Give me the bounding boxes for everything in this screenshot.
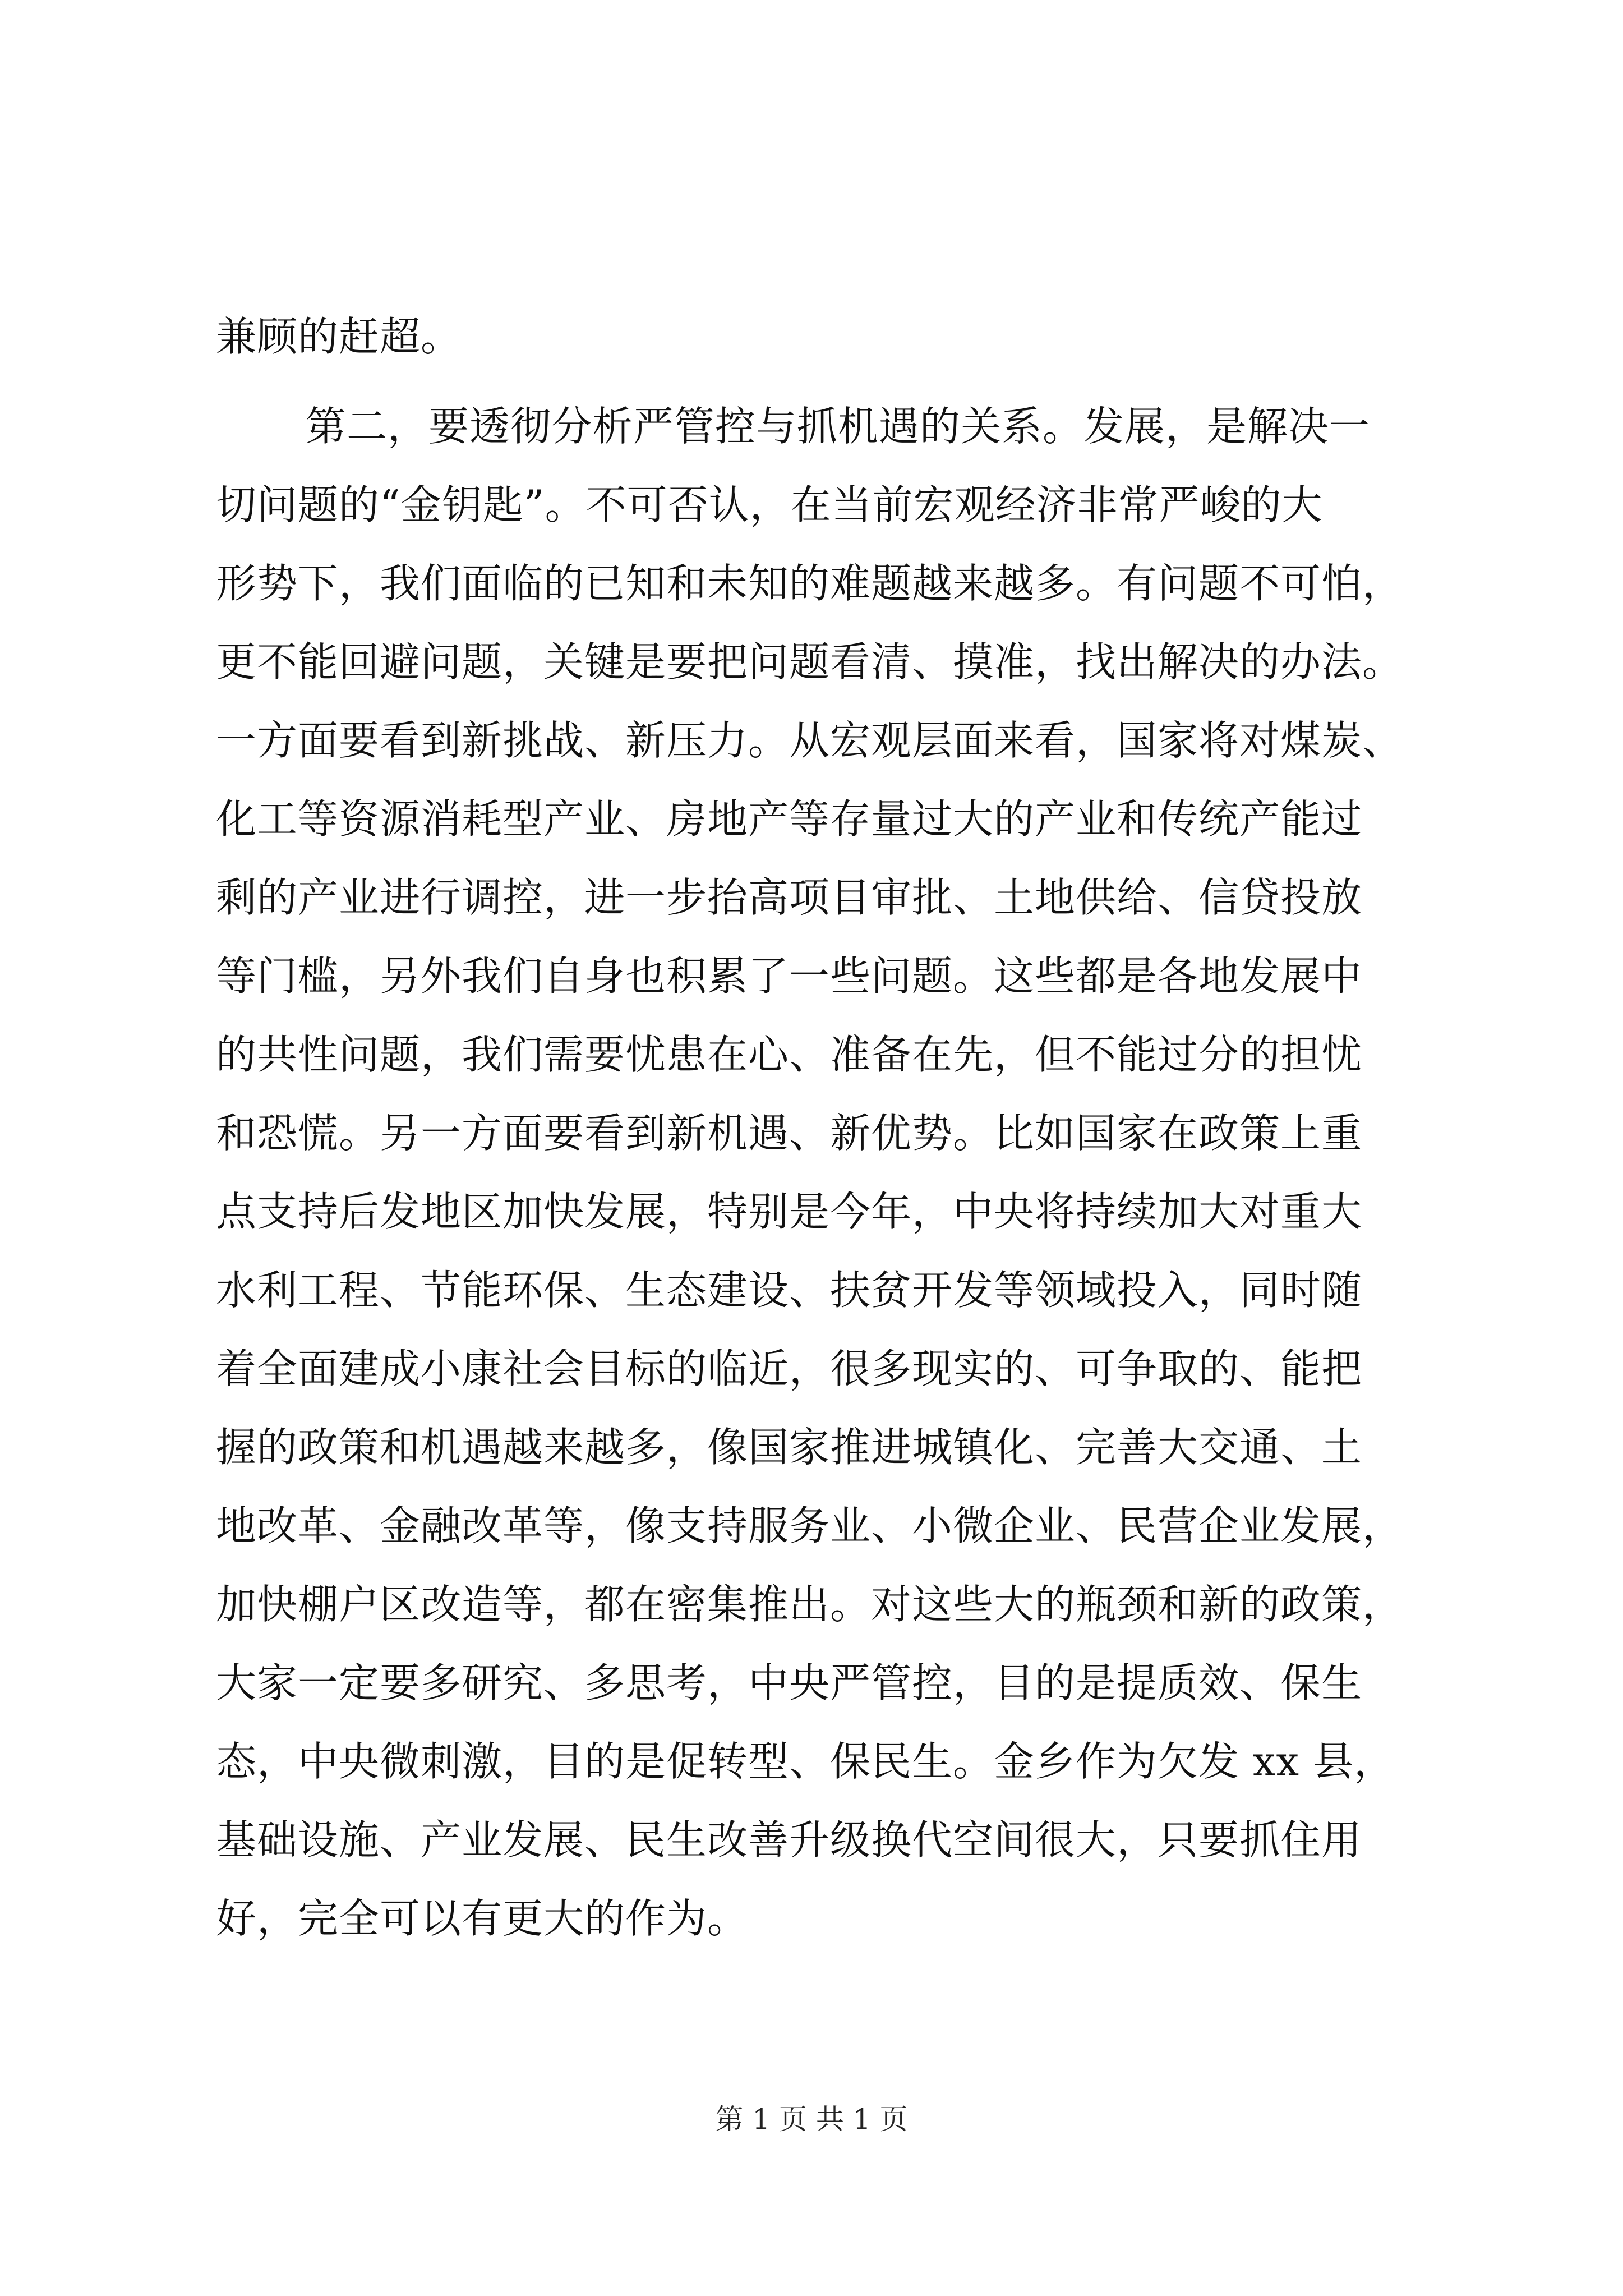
text-line-16: 地改革、金融改革等，像支持服务业、小微企业、民营企业发展， — [216, 1502, 1404, 1549]
text-line-12: 点支持后发地区加快发展，特别是今年，中央将持续加大对重大 — [216, 1188, 1363, 1235]
page-footer: 第 1 页 共 1 页 — [715, 2103, 908, 2136]
text-line-15: 握的政策和机遇越来越多，像国家推进城镇化、完善大交通、土 — [216, 1424, 1363, 1471]
text-line-14: 着全面建成小康社会目标的临近，很多现实的、可争取的、能把 — [216, 1345, 1363, 1392]
text-line-1: 兼顾的赶超。 — [216, 313, 462, 360]
text-line-21: 好，完全可以有更大的作为。 — [216, 1895, 749, 1942]
text-line-2: 第二，要透彻分析严管控与抓机遇的关系。发展，是解决一 — [306, 403, 1371, 450]
text-line-7: 化工等资源消耗型产业、房地产等存量过大的产业和传统产能过 — [216, 795, 1363, 843]
text-line-17: 加快棚户区改造等，都在密集推出。对这些大的瓶颈和新的政策， — [216, 1581, 1404, 1628]
text-line-5: 更不能回避问题，关键是要把问题看清、摸准，找出解决的办法。 — [216, 638, 1404, 685]
text-line-13: 水利工程、节能环保、生态建设、扶贫开发等领域投入，同时随 — [216, 1267, 1363, 1314]
text-line-3: 切问题的“金钥匙”。不可否认，在当前宏观经济非常严峻的大 — [216, 481, 1323, 528]
text-line-11: 和恐慌。另一方面要看到新机遇、新优势。比如国家在政策上重 — [216, 1110, 1363, 1157]
text-line-18: 大家一定要多研究、多思考，中央严管控，目的是提质效、保生 — [216, 1659, 1363, 1706]
text-line-4: 形势下，我们面临的已知和未知的难题越来越多。有问题不可怕， — [216, 560, 1404, 607]
text-line-9: 等门槛，另外我们自身也积累了一些问题。这些都是各地发展中 — [216, 953, 1363, 1000]
text-line-10: 的共性问题，我们需要忧患在心、准备在先，但不能过分的担忧 — [216, 1031, 1363, 1078]
text-line-19: 态，中央微刺激，目的是促转型、保民生。金乡作为欠发 xx 县， — [216, 1738, 1395, 1785]
text-line-6: 一方面要看到新挑战、新压力。从宏观层面来看，国家将对煤炭、 — [216, 717, 1404, 764]
text-line-8: 剩的产业进行调控，进一步抬高项目审批、土地供给、信贷投放 — [216, 874, 1363, 921]
text-line-20: 基础设施、产业发展、民生改善升级换代空间很大，只要抓住用 — [216, 1816, 1363, 1864]
